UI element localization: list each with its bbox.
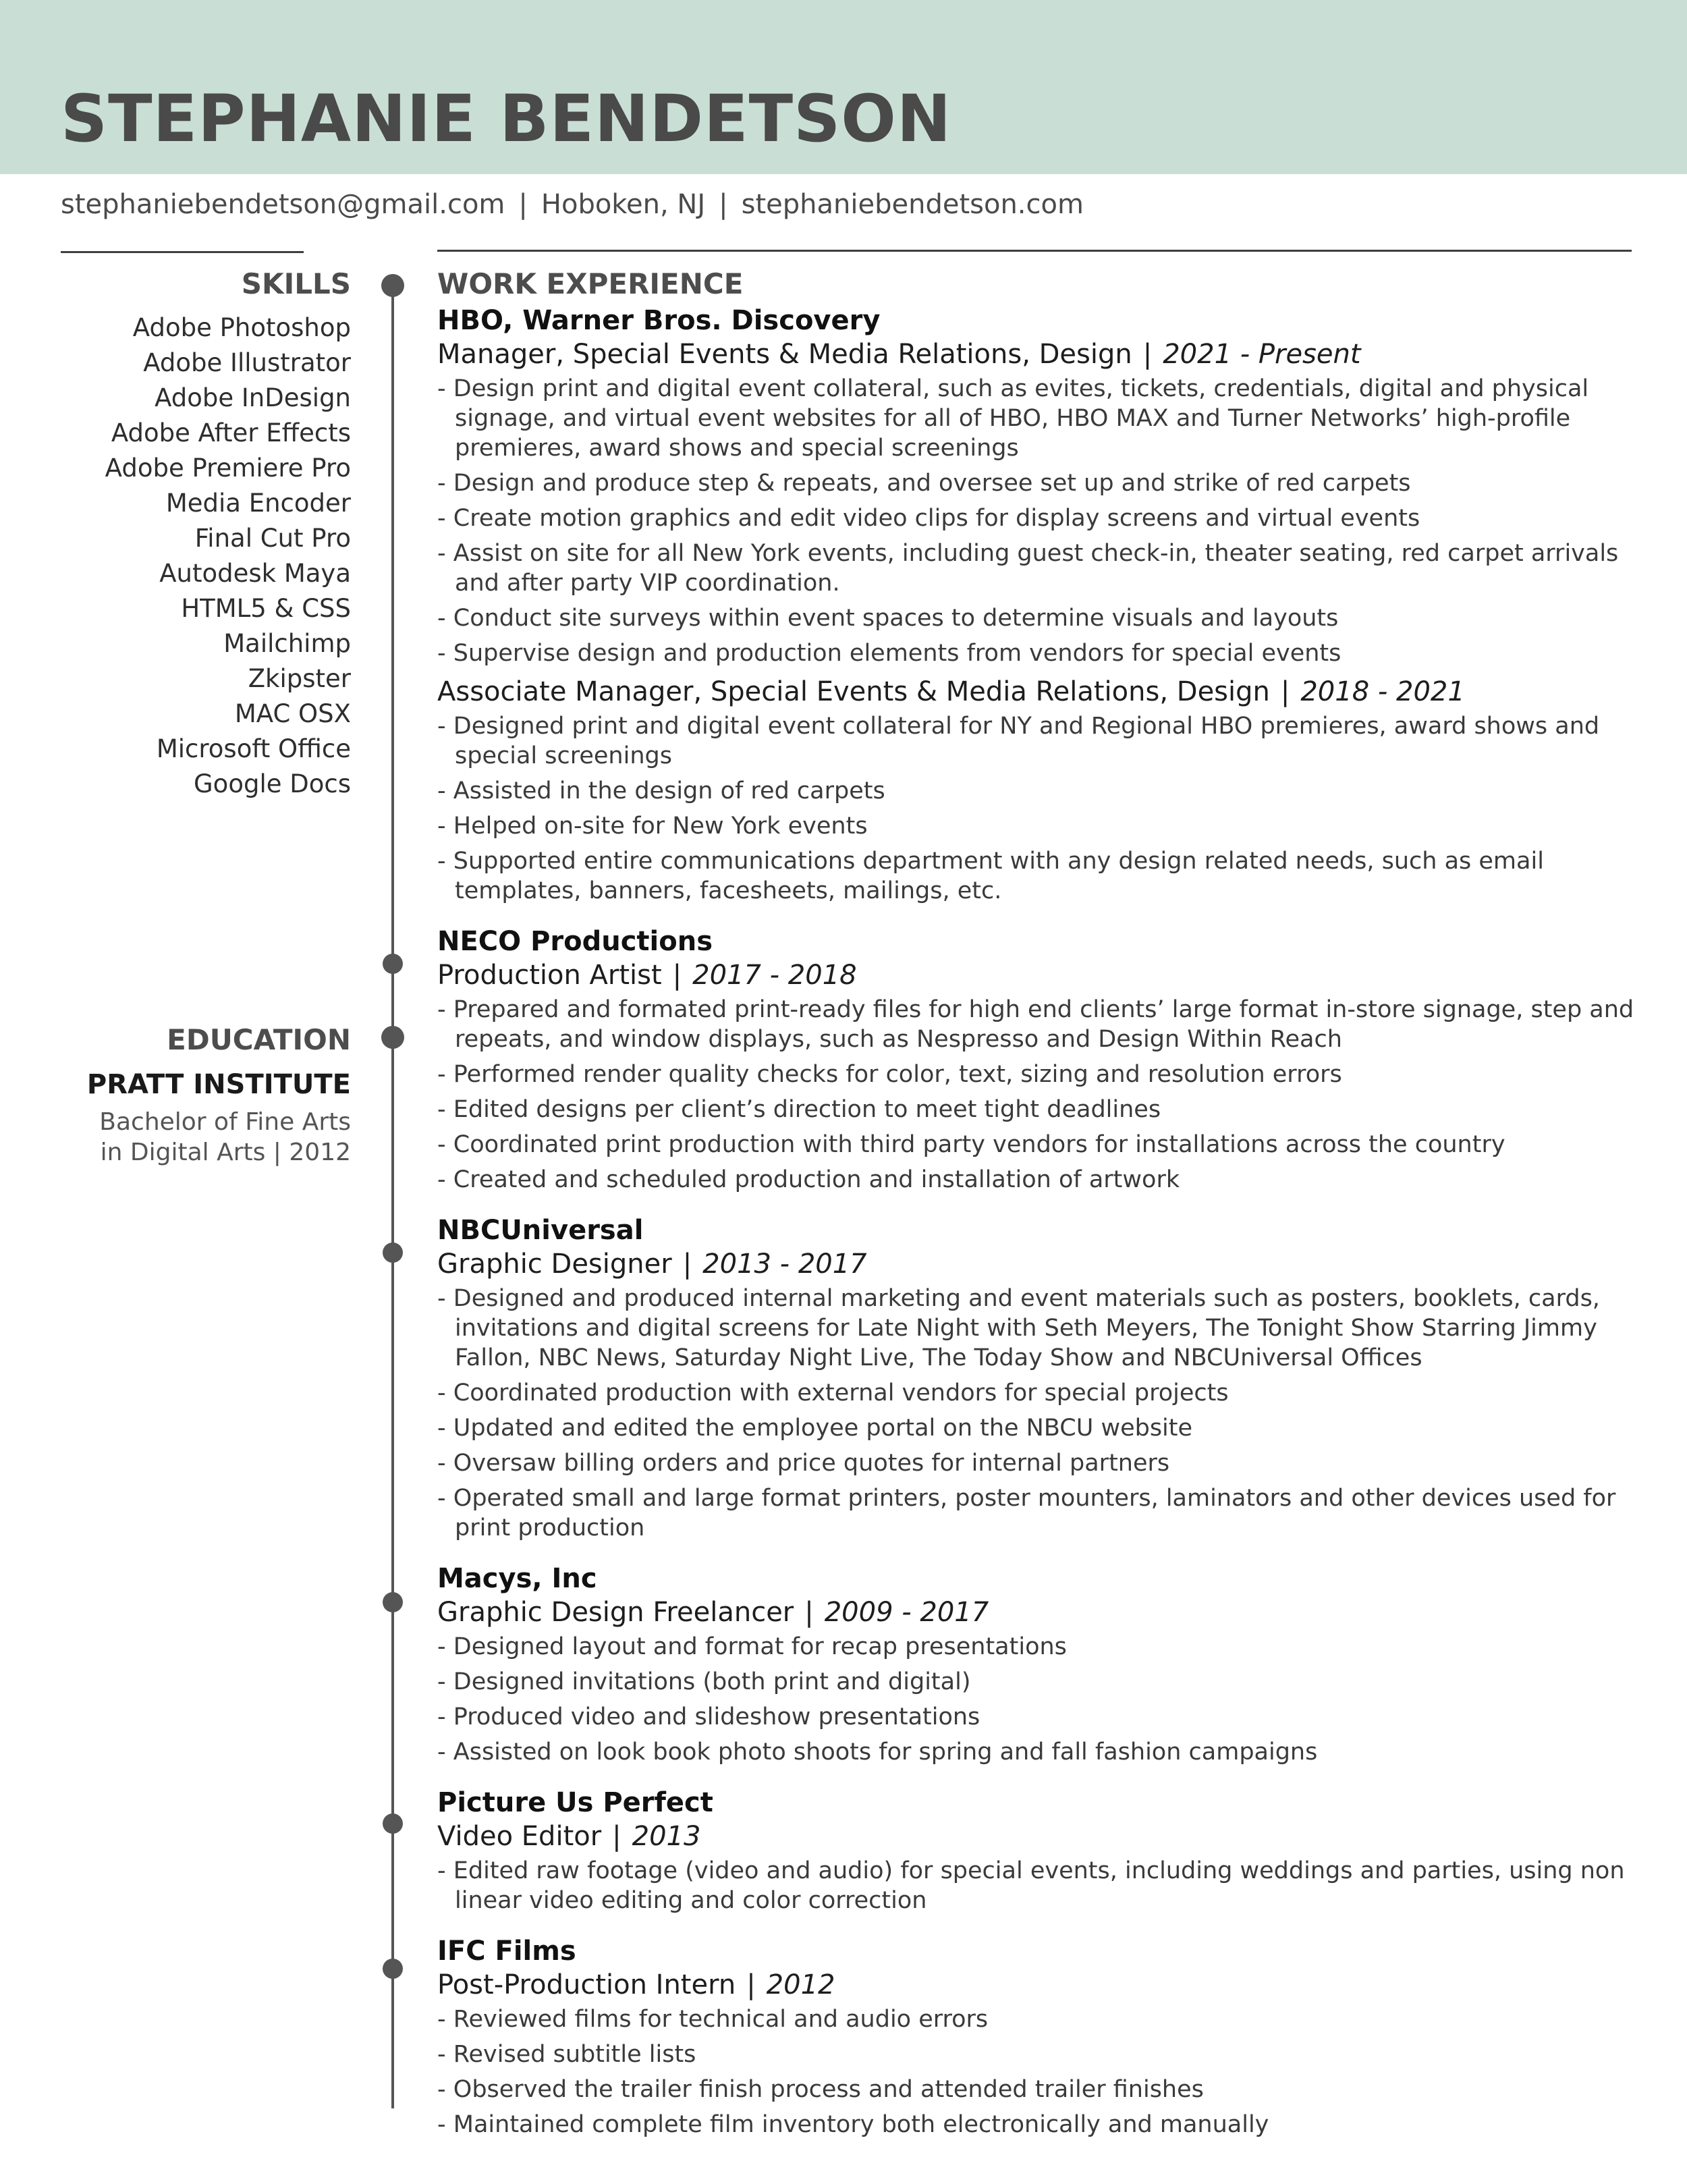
role-title: Video Editor xyxy=(437,1821,602,1853)
responsibility-list xyxy=(437,374,1645,668)
responsibility-item: - Designed and produced internal marketing and event materials such as posters, booklets, cards, invitations and digital screens for Late Night with Seth Meyers, The Tonight Show Starring Jimmy Fallon, NBC News, Saturday Night Live, The Today Show and NBCUniversal Offices xyxy=(437,1284,1645,1373)
responsibility-item: - Supervise design and production elements from vendors for special events xyxy=(437,638,1645,668)
skill-item: Final Cut Pro xyxy=(194,524,351,553)
timeline-dot-job xyxy=(383,954,403,974)
role-separator: | xyxy=(1280,676,1290,708)
education-degree-line: in Digital Arts | 2012 xyxy=(100,1139,351,1167)
skill-item: Media Encoder xyxy=(165,489,351,518)
role-dates: 2009 - 2017 xyxy=(824,1597,989,1629)
responsibility-item: - Maintained complete film inventory both electronically and manually xyxy=(437,2110,1645,2139)
role-line xyxy=(437,1247,1645,1281)
timeline-dot-job xyxy=(383,1959,403,1979)
role-dates: 2013 - 2017 xyxy=(702,1249,867,1280)
responsibility-item: - Assisted in the design of red carpets xyxy=(437,776,1645,806)
responsibility-item: - Edited raw footage (video and audio) for special events, including weddings and parties, using non linear video editing and color correction xyxy=(437,1856,1645,1915)
responsibility-item: - Designed invitations (both print and digital) xyxy=(437,1667,1645,1697)
responsibility-list xyxy=(437,1284,1645,1543)
skill-item: Adobe Premiere Pro xyxy=(105,454,351,483)
role-line xyxy=(437,958,1645,992)
right-divider xyxy=(437,250,1632,252)
role-dates: 2018 - 2021 xyxy=(1300,676,1465,708)
education-degree xyxy=(40,1107,351,1168)
responsibility-item: - Edited designs per client’s direction to meet tight deadlines xyxy=(437,1095,1645,1124)
skill-item: HTML5 & CSS xyxy=(181,594,351,624)
work-experience-section xyxy=(437,267,1645,2145)
company-name: Picture Us Perfect xyxy=(437,1787,713,1819)
role-title: Manager, Special Events & Media Relations, Design xyxy=(437,339,1132,371)
responsibility-item: - Updated and edited the employee portal on the NBCU website xyxy=(437,1413,1645,1443)
timeline-dot-job xyxy=(383,1243,403,1263)
responsibility-item: - Design print and digital event collateral, such as evites, tickets, credentials, digital and physical signage, and virtual event websites for all of HBO, HBO MAX and Turner Networks’ high-profile premieres, award shows and special screenings xyxy=(437,374,1645,463)
responsibility-item: - Created and scheduled production and installation of artwork xyxy=(437,1165,1645,1195)
work-experience-heading: WORK EXPERIENCE xyxy=(437,267,744,300)
timeline-dot-job xyxy=(383,1592,403,1612)
skill-item: Adobe Photoshop xyxy=(132,313,351,343)
candidate-name: STEPHANIE BENDETSON xyxy=(61,81,952,157)
role-line xyxy=(437,337,1645,371)
role-line xyxy=(437,1820,1645,1853)
skill-item: Adobe InDesign xyxy=(155,383,351,413)
email-link[interactable]: stephaniebendetson@gmail.com xyxy=(61,189,505,220)
responsibility-list xyxy=(437,711,1645,906)
responsibility-item: - Designed print and digital event collateral for NY and Regional HBO premieres, award shows and special screenings xyxy=(437,711,1645,771)
responsibility-item: - Assisted on look book photo shoots for spring and fall fashion campaigns xyxy=(437,1737,1645,1767)
responsibility-item: - Coordinated production with external vendors for special projects xyxy=(437,1378,1645,1408)
timeline-line xyxy=(391,278,394,2108)
job-entry xyxy=(437,304,1645,906)
role-separator: | xyxy=(682,1249,692,1280)
jobs-list xyxy=(437,304,1645,2139)
contact-separator: | xyxy=(518,189,528,220)
skills-list xyxy=(40,310,351,802)
contact-line xyxy=(61,189,1084,220)
responsibility-item: - Revised subtitle lists xyxy=(437,2040,1645,2069)
responsibility-item: - Create motion graphics and edit video clips for display screens and virtual events xyxy=(437,503,1645,533)
company-name: Macys, Inc xyxy=(437,1563,597,1595)
responsibility-list xyxy=(437,1632,1645,1767)
role-title: Graphic Designer xyxy=(437,1249,672,1280)
role-separator: | xyxy=(746,1969,756,2001)
responsibility-item: - Observed the trailer finish process and attended trailer finishes xyxy=(437,2075,1645,2104)
responsibility-item: - Produced video and slideshow presentations xyxy=(437,1702,1645,1732)
role-title: Post-Production Intern xyxy=(437,1969,736,2001)
role-separator: | xyxy=(672,960,682,991)
responsibility-item: - Conduct site surveys within event spaces to determine visuals and layouts xyxy=(437,603,1645,633)
responsibility-item: - Prepared and formated print-ready files for high end clients’ large format in-store signage, step and repeats, and window displays, such as Nespresso and Design Within Reach xyxy=(437,995,1645,1054)
timeline-dot-skills xyxy=(381,274,404,297)
left-divider xyxy=(61,251,304,253)
skill-item: Google Docs xyxy=(194,769,351,799)
responsibility-item: - Supported entire communications department with any design related needs, such as email templates, banners, facesheets, mailings, etc. xyxy=(437,846,1645,906)
skill-item: MAC OSX xyxy=(234,699,351,729)
role-line xyxy=(437,1595,1645,1629)
skills-heading: SKILLS xyxy=(241,267,351,300)
responsibility-item: - Performed render quality checks for color, text, sizing and resolution errors xyxy=(437,1060,1645,1089)
job-entry xyxy=(437,1213,1645,1543)
responsibility-item: - Reviewed films for technical and audio errors xyxy=(437,2004,1645,2034)
responsibility-item: - Design and produce step & repeats, and oversee set up and strike of red carpets xyxy=(437,468,1645,498)
role-line xyxy=(437,1968,1645,2002)
skill-item: Adobe Illustrator xyxy=(143,348,351,378)
responsibility-item: - Designed layout and format for recap presentations xyxy=(437,1632,1645,1662)
role-title: Production Artist xyxy=(437,960,662,991)
responsibility-list xyxy=(437,995,1645,1195)
skill-item: Adobe After Effects xyxy=(111,418,351,448)
role-title: Graphic Design Freelancer xyxy=(437,1597,794,1629)
company-name: NECO Productions xyxy=(437,926,713,958)
education-degree-line: Bachelor of Fine Arts xyxy=(99,1108,351,1137)
location-text: Hoboken, NJ xyxy=(541,189,706,220)
role-dates: 2017 - 2018 xyxy=(692,960,857,991)
job-entry xyxy=(437,1934,1645,2139)
job-entry xyxy=(437,1562,1645,1767)
responsibility-item: - Coordinated print production with third party vendors for installations across the country xyxy=(437,1130,1645,1159)
website-link[interactable]: stephaniebendetson.com xyxy=(741,189,1084,220)
company-name: HBO, Warner Bros. Discovery xyxy=(437,305,881,337)
role-line xyxy=(437,675,1645,709)
timeline-dot-job xyxy=(383,1813,403,1834)
education-heading: EDUCATION xyxy=(167,1023,351,1056)
role-title: Associate Manager, Special Events & Media Relations, Design xyxy=(437,676,1270,708)
skill-item: Mailchimp xyxy=(223,629,351,659)
skill-item: Autodesk Maya xyxy=(159,559,351,589)
skills-section xyxy=(40,267,351,802)
education-school: PRATT INSTITUTE xyxy=(86,1069,351,1101)
role-dates: 2012 xyxy=(766,1969,835,2001)
responsibility-list xyxy=(437,2004,1645,2139)
contact-separator: | xyxy=(719,189,728,220)
skill-item: Microsoft Office xyxy=(156,734,351,764)
company-name: IFC Films xyxy=(437,1936,576,1967)
responsibility-list xyxy=(437,1856,1645,1915)
company-name: NBCUniversal xyxy=(437,1215,644,1247)
job-entry xyxy=(437,1786,1645,1915)
role-separator: | xyxy=(1142,339,1153,371)
role-separator: | xyxy=(612,1821,621,1853)
responsibility-item: - Helped on-site for New York events xyxy=(437,811,1645,841)
job-entry xyxy=(437,925,1645,1195)
responsibility-item: - Operated small and large format printers, poster mounters, laminators and other devices used for print production xyxy=(437,1483,1645,1543)
responsibility-item: - Oversaw billing orders and price quotes for internal partners xyxy=(437,1448,1645,1478)
role-dates: 2021 - Present xyxy=(1163,339,1361,371)
timeline-dot-education xyxy=(381,1026,404,1049)
role-dates: 2013 xyxy=(632,1821,701,1853)
skill-item: Zkipster xyxy=(248,664,351,694)
role-separator: | xyxy=(804,1597,814,1629)
responsibility-item: - Assist on site for all New York events, including guest check-in, theater seating, red carpet arrivals and after party VIP coordination. xyxy=(437,539,1645,598)
education-section xyxy=(40,1023,351,1168)
